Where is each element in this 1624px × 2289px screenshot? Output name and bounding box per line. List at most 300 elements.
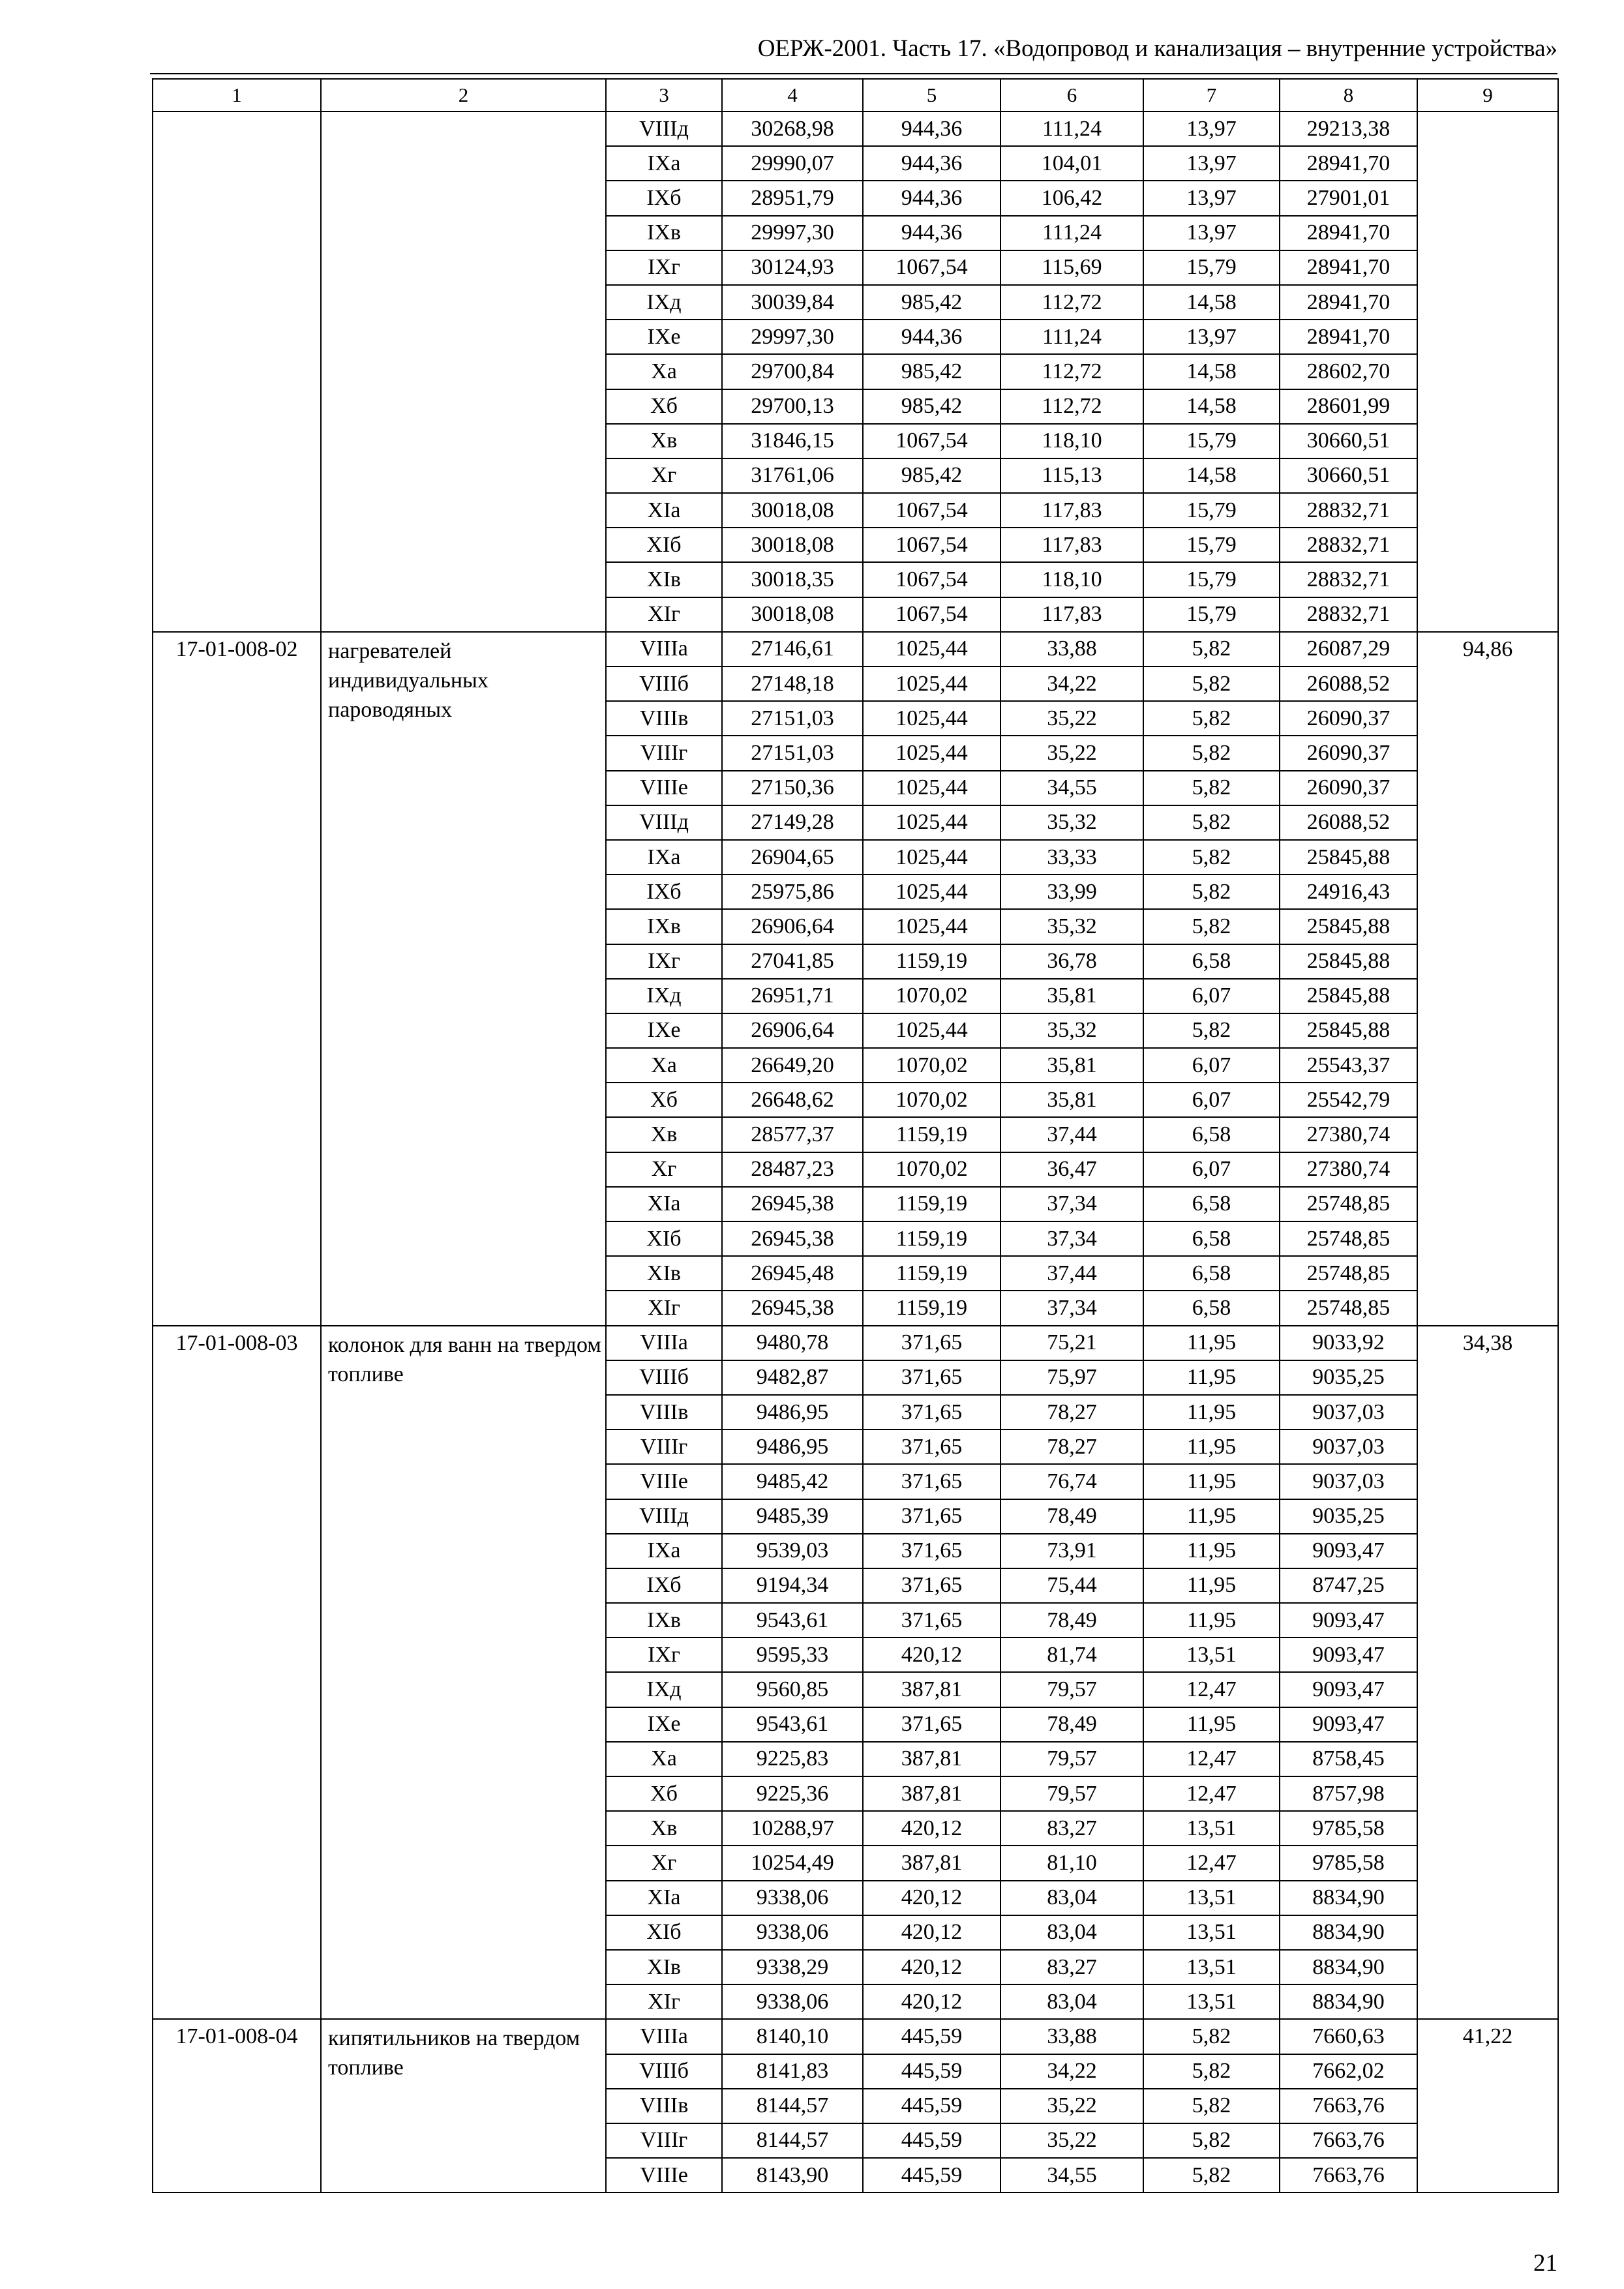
value-cell: 28832,71: [1280, 562, 1417, 597]
value-cell: 30268,98: [722, 112, 863, 146]
value-cell: 15,79: [1143, 424, 1280, 458]
value-cell: 6,07: [1143, 1152, 1280, 1187]
value-cell: 7663,76: [1280, 2123, 1417, 2158]
value-cell: 8834,90: [1280, 1915, 1417, 1950]
value-cell: 985,42: [863, 285, 1000, 320]
value-cell: 1070,02: [863, 1083, 1000, 1117]
value-cell: 13,51: [1143, 1811, 1280, 1846]
value-cell: 6,58: [1143, 1117, 1280, 1152]
column-header: 3: [606, 79, 722, 112]
value-cell: 6,07: [1143, 979, 1280, 1013]
zone-cell: IXв: [606, 909, 722, 944]
value-cell: 1025,44: [863, 805, 1000, 840]
value-cell: 1025,44: [863, 632, 1000, 666]
value-cell: 371,65: [863, 1429, 1000, 1464]
value-cell: 79,57: [1000, 1742, 1143, 1776]
value-cell: 387,81: [863, 1742, 1000, 1776]
value-cell: 115,13: [1000, 458, 1143, 493]
value-cell: 11,95: [1143, 1707, 1280, 1742]
zone-cell: XIб: [606, 1221, 722, 1256]
value-cell: 5,82: [1143, 2089, 1280, 2123]
value-cell: 78,27: [1000, 1429, 1143, 1464]
value-cell: 8834,90: [1280, 1881, 1417, 1915]
zone-cell: VIIIе: [606, 771, 722, 805]
column-header: 2: [321, 79, 606, 112]
zone-cell: Xa: [606, 354, 722, 389]
value-cell: 9338,29: [722, 1950, 863, 1984]
value-cell: 11,95: [1143, 1603, 1280, 1638]
value-cell: 387,81: [863, 1672, 1000, 1707]
value-cell: 9560,85: [722, 1672, 863, 1707]
value-cell: 5,82: [1143, 909, 1280, 944]
item-name: [321, 112, 606, 632]
value-cell: 11,95: [1143, 1534, 1280, 1568]
value-cell: 1070,02: [863, 1152, 1000, 1187]
value-cell: 25845,88: [1280, 1013, 1417, 1048]
value-cell: 30660,51: [1280, 458, 1417, 493]
value-cell: 25748,85: [1280, 1291, 1417, 1325]
value-cell: 117,83: [1000, 597, 1143, 632]
value-cell: 28602,70: [1280, 354, 1417, 389]
value-cell: 1159,19: [863, 1291, 1000, 1325]
item-col9-value: 94,86: [1417, 632, 1558, 1326]
zone-cell: XIв: [606, 562, 722, 597]
value-cell: 83,27: [1000, 1950, 1143, 1984]
value-cell: 28941,70: [1280, 285, 1417, 320]
value-cell: 6,58: [1143, 1256, 1280, 1291]
value-cell: 25542,79: [1280, 1083, 1417, 1117]
value-cell: 118,10: [1000, 562, 1143, 597]
zone-cell: IXг: [606, 1638, 722, 1672]
value-cell: 26945,38: [722, 1187, 863, 1221]
value-cell: 25845,88: [1280, 944, 1417, 979]
zone-cell: IXб: [606, 1568, 722, 1603]
value-cell: 1159,19: [863, 1256, 1000, 1291]
header-rule: [150, 73, 1557, 74]
value-cell: 11,95: [1143, 1499, 1280, 1534]
zone-cell: Xa: [606, 1048, 722, 1083]
zone-cell: VIIIд: [606, 1499, 722, 1534]
value-cell: 26649,20: [722, 1048, 863, 1083]
value-cell: 371,65: [863, 1360, 1000, 1395]
zone-cell: IXв: [606, 1603, 722, 1638]
value-cell: 445,59: [863, 2019, 1000, 2054]
zone-cell: IXе: [606, 1707, 722, 1742]
value-cell: 27149,28: [722, 805, 863, 840]
zone-cell: IXa: [606, 1534, 722, 1568]
value-cell: 79,57: [1000, 1776, 1143, 1811]
value-cell: 35,22: [1000, 736, 1143, 770]
value-cell: 78,49: [1000, 1707, 1143, 1742]
value-cell: 37,34: [1000, 1187, 1143, 1221]
value-cell: 420,12: [863, 1881, 1000, 1915]
value-cell: 445,59: [863, 2054, 1000, 2089]
value-cell: 7663,76: [1280, 2158, 1417, 2192]
value-cell: 25748,85: [1280, 1256, 1417, 1291]
value-cell: 83,04: [1000, 1881, 1143, 1915]
table-row: [153, 2019, 1558, 2054]
zone-cell: IXб: [606, 875, 722, 909]
value-cell: 420,12: [863, 1915, 1000, 1950]
value-cell: 33,88: [1000, 2019, 1143, 2054]
item-code: [153, 112, 321, 632]
zone-cell: Xв: [606, 1117, 722, 1152]
value-cell: 11,95: [1143, 1429, 1280, 1464]
value-cell: 25543,37: [1280, 1048, 1417, 1083]
value-cell: 9093,47: [1280, 1707, 1417, 1742]
value-cell: 1067,54: [863, 493, 1000, 528]
value-cell: 8140,10: [722, 2019, 863, 2054]
value-cell: 37,44: [1000, 1117, 1143, 1152]
column-header: 5: [863, 79, 1000, 112]
zone-cell: Xг: [606, 458, 722, 493]
value-cell: 1159,19: [863, 944, 1000, 979]
value-cell: 28941,70: [1280, 320, 1417, 354]
value-cell: 78,49: [1000, 1499, 1143, 1534]
value-cell: 1025,44: [863, 771, 1000, 805]
value-cell: 31846,15: [722, 424, 863, 458]
value-cell: 420,12: [863, 1984, 1000, 2019]
value-cell: 1025,44: [863, 736, 1000, 770]
zone-cell: IXд: [606, 285, 722, 320]
value-cell: 11,95: [1143, 1360, 1280, 1395]
value-cell: 29990,07: [722, 146, 863, 181]
value-cell: 6,07: [1143, 1048, 1280, 1083]
value-cell: 34,22: [1000, 666, 1143, 701]
value-cell: 26090,37: [1280, 701, 1417, 736]
value-cell: 13,97: [1143, 112, 1280, 146]
value-cell: 28951,79: [722, 181, 863, 215]
value-cell: 27146,61: [722, 632, 863, 666]
value-cell: 7663,76: [1280, 2089, 1417, 2123]
value-cell: 27148,18: [722, 666, 863, 701]
value-cell: 1025,44: [863, 1013, 1000, 1048]
value-cell: 81,74: [1000, 1638, 1143, 1672]
zone-cell: VIIIa: [606, 2019, 722, 2054]
value-cell: 10288,97: [722, 1811, 863, 1846]
value-cell: 985,42: [863, 389, 1000, 424]
value-cell: 30018,08: [722, 597, 863, 632]
value-cell: 9093,47: [1280, 1638, 1417, 1672]
table-row: [153, 112, 1558, 146]
value-cell: 81,10: [1000, 1846, 1143, 1880]
value-cell: 1025,44: [863, 875, 1000, 909]
value-cell: 15,79: [1143, 493, 1280, 528]
value-cell: 1159,19: [863, 1221, 1000, 1256]
value-cell: 5,82: [1143, 2123, 1280, 2158]
zone-cell: XIг: [606, 597, 722, 632]
value-cell: 1067,54: [863, 250, 1000, 285]
value-cell: 112,72: [1000, 285, 1143, 320]
item-name: нагревателей индивидуальных пароводяных: [321, 632, 606, 1326]
value-cell: 9338,06: [722, 1915, 863, 1950]
value-cell: 13,97: [1143, 146, 1280, 181]
value-cell: 1067,54: [863, 528, 1000, 562]
value-cell: 371,65: [863, 1395, 1000, 1429]
value-cell: 35,32: [1000, 909, 1143, 944]
value-cell: 15,79: [1143, 597, 1280, 632]
value-cell: 5,82: [1143, 771, 1280, 805]
item-code: 17-01-008-03: [153, 1326, 321, 2020]
value-cell: 35,22: [1000, 701, 1143, 736]
value-cell: 15,79: [1143, 528, 1280, 562]
zone-cell: VIIIб: [606, 1360, 722, 1395]
value-cell: 28941,70: [1280, 146, 1417, 181]
value-cell: 34,22: [1000, 2054, 1143, 2089]
value-cell: 5,82: [1143, 805, 1280, 840]
value-cell: 944,36: [863, 216, 1000, 250]
value-cell: 5,82: [1143, 736, 1280, 770]
zone-cell: Xв: [606, 424, 722, 458]
value-cell: 35,81: [1000, 1048, 1143, 1083]
zone-cell: Xб: [606, 1083, 722, 1117]
column-header: 9: [1417, 79, 1558, 112]
value-cell: 29700,13: [722, 389, 863, 424]
zone-cell: VIIIе: [606, 1464, 722, 1499]
value-cell: 12,47: [1143, 1742, 1280, 1776]
value-cell: 26087,29: [1280, 632, 1417, 666]
value-cell: 9539,03: [722, 1534, 863, 1568]
value-cell: 25748,85: [1280, 1221, 1417, 1256]
value-cell: 73,91: [1000, 1534, 1143, 1568]
zone-cell: VIIIб: [606, 2054, 722, 2089]
value-cell: 83,04: [1000, 1984, 1143, 2019]
value-cell: 27901,01: [1280, 181, 1417, 215]
zone-cell: XIб: [606, 528, 722, 562]
value-cell: 8834,90: [1280, 1984, 1417, 2019]
value-cell: 28832,71: [1280, 597, 1417, 632]
zone-cell: VIIIв: [606, 701, 722, 736]
value-cell: 37,34: [1000, 1221, 1143, 1256]
value-cell: 29213,38: [1280, 112, 1417, 146]
value-cell: 106,42: [1000, 181, 1143, 215]
zone-cell: IXд: [606, 1672, 722, 1707]
value-cell: 5,82: [1143, 2158, 1280, 2192]
value-cell: 8141,83: [722, 2054, 863, 2089]
value-cell: 12,47: [1143, 1776, 1280, 1811]
value-cell: 29997,30: [722, 216, 863, 250]
value-cell: 83,27: [1000, 1811, 1143, 1846]
value-cell: 27151,03: [722, 701, 863, 736]
value-cell: 1070,02: [863, 1048, 1000, 1083]
value-cell: 1025,44: [863, 840, 1000, 875]
value-cell: 27151,03: [722, 736, 863, 770]
value-cell: 6,07: [1143, 1083, 1280, 1117]
zone-cell: VIIIд: [606, 112, 722, 146]
zone-cell: XIв: [606, 1950, 722, 1984]
value-cell: 9093,47: [1280, 1672, 1417, 1707]
value-cell: 104,01: [1000, 146, 1143, 181]
value-cell: 387,81: [863, 1846, 1000, 1880]
value-cell: 9035,25: [1280, 1499, 1417, 1534]
value-cell: 28577,37: [722, 1117, 863, 1152]
value-cell: 26088,52: [1280, 805, 1417, 840]
zone-cell: VIIIб: [606, 666, 722, 701]
value-cell: 387,81: [863, 1776, 1000, 1811]
value-cell: 26906,64: [722, 1013, 863, 1048]
value-cell: 35,22: [1000, 2123, 1143, 2158]
value-cell: 111,24: [1000, 216, 1143, 250]
zone-cell: VIIIг: [606, 1429, 722, 1464]
value-cell: 8144,57: [722, 2089, 863, 2123]
zone-cell: Xг: [606, 1152, 722, 1187]
value-cell: 9037,03: [1280, 1395, 1417, 1429]
value-cell: 5,82: [1143, 701, 1280, 736]
value-cell: 25845,88: [1280, 979, 1417, 1013]
zone-cell: XIa: [606, 1881, 722, 1915]
value-cell: 1067,54: [863, 597, 1000, 632]
item-col9-value: [1417, 112, 1558, 632]
value-cell: 13,97: [1143, 181, 1280, 215]
value-cell: 5,82: [1143, 2054, 1280, 2089]
value-cell: 9482,87: [722, 1360, 863, 1395]
value-cell: 13,51: [1143, 1915, 1280, 1950]
value-cell: 371,65: [863, 1499, 1000, 1534]
value-cell: 27041,85: [722, 944, 863, 979]
value-cell: 29997,30: [722, 320, 863, 354]
zone-cell: XIг: [606, 1291, 722, 1325]
value-cell: 28941,70: [1280, 250, 1417, 285]
zone-cell: XIв: [606, 1256, 722, 1291]
value-cell: 33,99: [1000, 875, 1143, 909]
value-cell: 8144,57: [722, 2123, 863, 2158]
zone-cell: VIIIе: [606, 2158, 722, 2192]
value-cell: 117,83: [1000, 528, 1143, 562]
value-cell: 25845,88: [1280, 909, 1417, 944]
value-cell: 27380,74: [1280, 1117, 1417, 1152]
value-cell: 1025,44: [863, 701, 1000, 736]
value-cell: 26945,48: [722, 1256, 863, 1291]
value-cell: 26090,37: [1280, 771, 1417, 805]
zone-cell: IXе: [606, 1013, 722, 1048]
value-cell: 15,79: [1143, 250, 1280, 285]
value-cell: 6,58: [1143, 1187, 1280, 1221]
value-cell: 28487,23: [722, 1152, 863, 1187]
value-cell: 371,65: [863, 1534, 1000, 1568]
table-body: [153, 79, 1558, 2192]
zone-cell: Xб: [606, 389, 722, 424]
value-cell: 9225,36: [722, 1776, 863, 1811]
value-cell: 28832,71: [1280, 493, 1417, 528]
value-cell: 27150,36: [722, 771, 863, 805]
value-cell: 9486,95: [722, 1395, 863, 1429]
value-cell: 371,65: [863, 1603, 1000, 1638]
value-cell: 37,44: [1000, 1256, 1143, 1291]
zone-cell: VIIIв: [606, 2089, 722, 2123]
value-cell: 12,47: [1143, 1846, 1280, 1880]
value-cell: 445,59: [863, 2123, 1000, 2158]
value-cell: 25975,86: [722, 875, 863, 909]
zone-cell: VIIIг: [606, 736, 722, 770]
value-cell: 26945,38: [722, 1221, 863, 1256]
zone-cell: XIг: [606, 1984, 722, 2019]
value-cell: 11,95: [1143, 1464, 1280, 1499]
value-cell: 29700,84: [722, 354, 863, 389]
column-header: 4: [722, 79, 863, 112]
value-cell: 9037,03: [1280, 1464, 1417, 1499]
value-cell: 33,33: [1000, 840, 1143, 875]
value-cell: 26945,38: [722, 1291, 863, 1325]
value-cell: 944,36: [863, 112, 1000, 146]
value-cell: 13,51: [1143, 1950, 1280, 1984]
zone-cell: VIIIa: [606, 1326, 722, 1360]
value-cell: 25748,85: [1280, 1187, 1417, 1221]
value-cell: 985,42: [863, 354, 1000, 389]
page-header-title: ОЕРЖ-2001. Часть 17. «Водопровод и канализация – внутренние устройства»: [757, 35, 1557, 62]
value-cell: 31761,06: [722, 458, 863, 493]
value-cell: 9225,83: [722, 1742, 863, 1776]
value-cell: 9093,47: [1280, 1534, 1417, 1568]
value-cell: 13,97: [1143, 216, 1280, 250]
value-cell: 944,36: [863, 181, 1000, 215]
value-cell: 36,78: [1000, 944, 1143, 979]
zone-cell: XIa: [606, 493, 722, 528]
value-cell: 6,58: [1143, 944, 1280, 979]
zone-cell: XIб: [606, 1915, 722, 1950]
value-cell: 1159,19: [863, 1117, 1000, 1152]
value-cell: 7660,63: [1280, 2019, 1417, 2054]
zone-cell: VIIIг: [606, 2123, 722, 2158]
value-cell: 5,82: [1143, 2019, 1280, 2054]
value-cell: 5,82: [1143, 632, 1280, 666]
column-header: 8: [1280, 79, 1417, 112]
zone-cell: XIa: [606, 1187, 722, 1221]
value-cell: 7662,02: [1280, 2054, 1417, 2089]
item-col9-value: 34,38: [1417, 1326, 1558, 2020]
value-cell: 79,57: [1000, 1672, 1143, 1707]
zone-cell: VIIIд: [606, 805, 722, 840]
value-cell: 35,81: [1000, 1083, 1143, 1117]
value-cell: 420,12: [863, 1811, 1000, 1846]
value-cell: 112,72: [1000, 389, 1143, 424]
value-cell: 28941,70: [1280, 216, 1417, 250]
value-cell: 9595,33: [722, 1638, 863, 1672]
item-name: кипятильников на твердом топливе: [321, 2019, 606, 2192]
zone-cell: IXг: [606, 250, 722, 285]
item-code: 17-01-008-02: [153, 632, 321, 1326]
value-cell: 30039,84: [722, 285, 863, 320]
value-cell: 117,83: [1000, 493, 1143, 528]
value-cell: 75,44: [1000, 1568, 1143, 1603]
value-cell: 26648,62: [722, 1083, 863, 1117]
value-cell: 11,95: [1143, 1326, 1280, 1360]
value-cell: 115,69: [1000, 250, 1143, 285]
value-cell: 9338,06: [722, 1984, 863, 2019]
column-header-row: [153, 79, 1558, 112]
zone-cell: VIIIв: [606, 1395, 722, 1429]
zone-cell: IXд: [606, 979, 722, 1013]
value-cell: 5,82: [1143, 840, 1280, 875]
zone-cell: IXa: [606, 840, 722, 875]
value-cell: 12,47: [1143, 1672, 1280, 1707]
value-cell: 8143,90: [722, 2158, 863, 2192]
zone-cell: VIIIa: [606, 632, 722, 666]
value-cell: 14,58: [1143, 285, 1280, 320]
value-cell: 13,51: [1143, 1881, 1280, 1915]
zone-cell: Xг: [606, 1846, 722, 1880]
value-cell: 75,97: [1000, 1360, 1143, 1395]
value-cell: 9485,42: [722, 1464, 863, 1499]
value-cell: 1025,44: [863, 909, 1000, 944]
value-cell: 6,58: [1143, 1221, 1280, 1256]
item-code: 17-01-008-04: [153, 2019, 321, 2192]
value-cell: 30018,35: [722, 562, 863, 597]
value-cell: 8757,98: [1280, 1776, 1417, 1811]
value-cell: 9785,58: [1280, 1811, 1417, 1846]
value-cell: 28601,99: [1280, 389, 1417, 424]
value-cell: 371,65: [863, 1464, 1000, 1499]
item-col9-value: 41,22: [1417, 2019, 1558, 2192]
